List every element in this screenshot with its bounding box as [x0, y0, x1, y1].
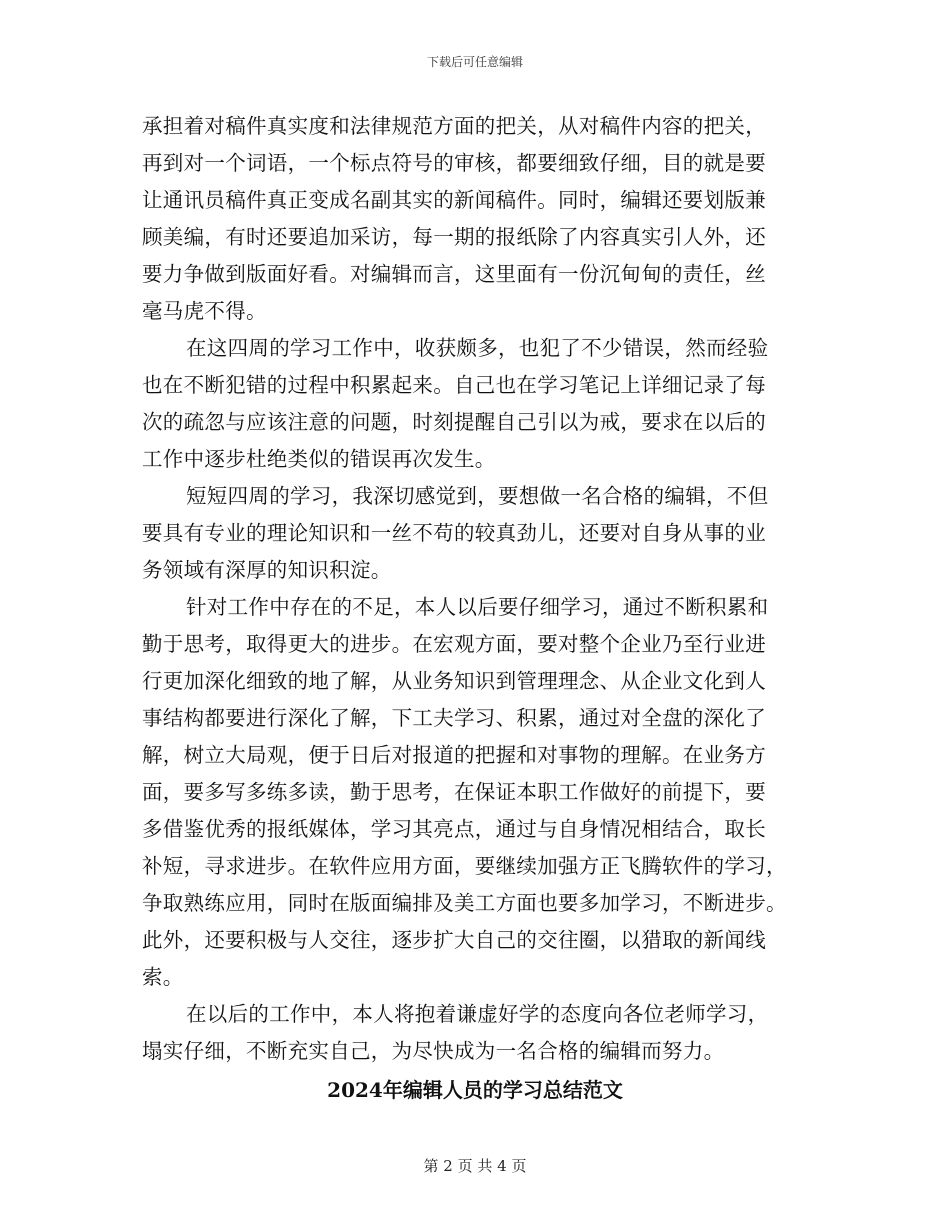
text-line: 多借鉴优秀的报纸媒体，学习其亮点，通过与自身情况相结合，取长	[142, 817, 766, 841]
page-header: 下载后可任意编辑	[426, 55, 523, 69]
paragraph	[142, 589, 812, 996]
text-line: 此外，还要积极与人交往，逐步扩大自己的交往圈，以猎取的新闻线	[142, 928, 766, 952]
text-line: 工作中逐步杜绝类似的错误再次发生。	[142, 447, 496, 471]
text-line: 在这四周的学习工作中，收获颇多，也犯了不少错误，然而经验	[186, 336, 769, 360]
paragraph-continuation	[142, 108, 812, 330]
text-line: 次的疏忽与应该注意的问题，时刻提醒自己引以为戒，要求在以后的	[142, 410, 766, 434]
text-line: 让通讯员稿件真正变成名副其实的新闻稿件。同时，编辑还要划版兼	[142, 188, 766, 212]
text-line: 要具有专业的理论知识和一丝不苟的较真劲儿，还要对自身从事的业	[142, 521, 766, 545]
paragraph	[142, 996, 812, 1070]
text-line: 针对工作中存在的不足，本人以后要仔细学习，通过不断积累和	[186, 595, 769, 619]
page-number-footer: 第 2 页 共 4 页	[423, 1157, 527, 1175]
section-title: 2024年编辑人员的学习总结范文	[327, 1078, 623, 1102]
text-line: 补短，寻求进步。在软件应用方面，要继续加强方正飞腾软件的学习，	[142, 854, 787, 878]
paragraph	[142, 330, 812, 478]
text-line: 再到对一个词语，一个标点符号的审核，都要细致仔细，目的就是要	[142, 151, 766, 175]
text-line: 解，树立大局观，便于日后对报道的把握和对事物的理解。在业务方	[142, 743, 766, 767]
text-line: 争取熟练应用，同时在版面编排及美工方面也要多加学习，不断进步。	[142, 891, 787, 915]
text-line: 索。	[142, 965, 184, 989]
text-line: 塌实仔细，不断充实自己，为尽快成为一名合格的编辑而努力。	[142, 1039, 725, 1063]
paragraph	[142, 478, 812, 589]
text-line: 要力争做到版面好看。对编辑而言，这里面有一份沉甸甸的责任，丝	[142, 262, 766, 286]
text-line: 面，要多写多练多读，勤于思考，在保证本职工作做好的前提下，要	[142, 780, 766, 804]
text-line: 事结构都要进行深化了解，下工夫学习、积累，通过对全盘的深化了	[142, 706, 766, 730]
text-line: 承担着对稿件真实度和法律规范方面的把关，从对稿件内容的把关，	[142, 114, 766, 138]
text-line: 务领域有深厚的知识积淀。	[142, 558, 392, 582]
text-line: 行更加深化细致的地了解，从业务知识到管理理念、从企业文化到人	[142, 669, 766, 693]
text-line: 在以后的工作中，本人将抱着谦虚好学的态度向各位老师学习，	[186, 1002, 769, 1026]
text-line: 毫马虎不得。	[142, 299, 267, 323]
text-line: 短短四周的学习，我深切感觉到，要想做一名合格的编辑，不但	[186, 484, 769, 508]
text-line: 顾美编，有时还要追加采访，每一期的报纸除了内容真实引人外，还	[142, 225, 766, 249]
text-line: 勤于思考，取得更大的进步。在宏观方面，要对整个企业乃至行业进	[142, 632, 766, 656]
document-body	[142, 108, 812, 1070]
text-line: 也在不断犯错的过程中积累起来。自己也在学习笔记上详细记录了每	[142, 373, 766, 397]
